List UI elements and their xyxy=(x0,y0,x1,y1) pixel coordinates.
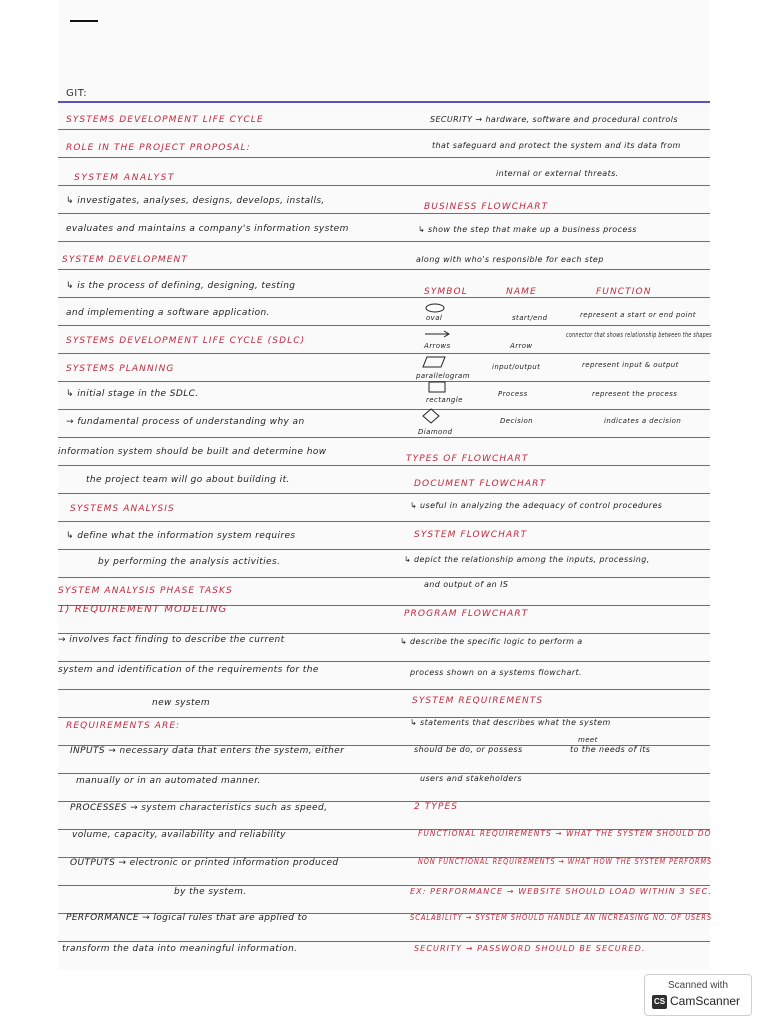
note-line: the project team will go about building it. xyxy=(86,475,290,485)
note-line: information system should be built and determine how xyxy=(58,447,327,457)
heading-system-analyst: SYSTEM ANALYST xyxy=(74,173,176,183)
ruled-line xyxy=(58,185,710,186)
ruled-line xyxy=(58,941,710,942)
symbol-function: represent the process xyxy=(592,390,678,398)
note-line: ↳ depict the relationship among the inputs, processing, xyxy=(404,555,650,564)
heading-role-in-project-proposal: ROLE IN THE PROJECT PROPOSAL: xyxy=(66,143,251,153)
note-line: PROCESSES → system characteristics such as speed, xyxy=(70,803,328,813)
note-line: volume, capacity, availability and reliability xyxy=(72,830,286,840)
heading-sdlc-full: SYSTEMS DEVELOPMENT LIFE CYCLE (SDLC) xyxy=(66,336,306,346)
ruled-line xyxy=(58,661,710,662)
note-functional-requirements: FUNCTIONAL REQUIREMENTS → WHAT THE SYSTEM SHOULD DO xyxy=(418,829,712,838)
ruled-line xyxy=(58,269,710,270)
heading-systems-analysis: SYSTEMS ANALYSIS xyxy=(70,504,175,514)
note-line: by performing the analysis activities. xyxy=(98,557,281,567)
ruled-line xyxy=(58,381,710,382)
ruled-line xyxy=(58,773,710,774)
heading-document-flowchart: DOCUMENT FLOWCHART xyxy=(414,479,547,489)
col-header-symbol: SYMBOL xyxy=(424,287,468,297)
ruled-line xyxy=(58,493,710,494)
note-line: INPUTS → necessary data that enters the system, either xyxy=(70,746,345,756)
rectangle-symbol-icon xyxy=(428,381,446,393)
note-line: along with who's responsible for each step xyxy=(416,255,604,264)
ruled-line xyxy=(58,325,710,326)
symbol-name: Arrow xyxy=(510,342,533,350)
symbol-label: parallelogram xyxy=(416,372,470,380)
note-line: internal or external threats. xyxy=(496,169,619,178)
symbol-label: rectangle xyxy=(426,396,463,404)
ruled-line xyxy=(58,885,710,886)
ruled-line xyxy=(58,241,710,242)
symbol-label: Arrows xyxy=(424,342,451,350)
symbol-label: Diamond xyxy=(418,428,453,436)
col-header-function: FUNCTION xyxy=(596,287,652,297)
symbol-name: Decision xyxy=(500,417,534,425)
ruled-line xyxy=(58,101,710,103)
heading-program-flowchart: PROGRAM FLOWCHART xyxy=(404,609,529,619)
heading-requirement-modeling: 1) REQUIREMENT MODELING xyxy=(58,604,228,615)
ruled-line xyxy=(58,129,710,130)
ruled-line xyxy=(58,521,710,522)
symbol-function: represent a start or end point xyxy=(580,311,696,319)
heading-system-flowchart: SYSTEM FLOWCHART xyxy=(414,530,528,540)
note-line: new system xyxy=(152,698,210,708)
note-line: by the system. xyxy=(174,887,247,897)
heading-system-development: SYSTEM DEVELOPMENT xyxy=(62,255,188,265)
note-line: evaluates and maintains a company's information system xyxy=(66,224,349,234)
note-line: manually or in an automated manner. xyxy=(76,776,261,786)
note-example-performance: EX: PERFORMANCE → WEBSITE SHOULD LOAD WITHIN 3 SEC. xyxy=(410,887,712,896)
symbol-label: oval xyxy=(426,314,443,322)
camscanner-badge xyxy=(644,974,752,1016)
heading-sdlc: SYSTEMS DEVELOPMENT LIFE CYCLE xyxy=(66,115,264,125)
ruled-line xyxy=(58,297,710,298)
heading-business-flowchart: BUSINESS FLOWCHART xyxy=(424,202,549,212)
note-line: ↳ statements that describes what the system xyxy=(410,718,611,727)
ruled-line xyxy=(58,633,710,634)
ruled-line xyxy=(58,353,710,354)
top-dash-mark xyxy=(70,20,98,22)
note-line: ↳ is the process of defining, designing, testing xyxy=(66,281,296,291)
symbol-name: start/end xyxy=(512,314,548,322)
ruled-line xyxy=(58,549,710,550)
note-line: → fundamental process of understanding why an xyxy=(66,417,305,427)
note-insert: meet xyxy=(578,736,598,744)
heading-types-of-flowchart: TYPES OF FLOWCHART xyxy=(406,454,529,464)
note-security: SECURITY → PASSWORD SHOULD BE SECURED. xyxy=(414,944,646,953)
ruled-line xyxy=(58,437,710,438)
heading-systems-planning: SYSTEMS PLANNING xyxy=(66,364,175,374)
ruled-line xyxy=(58,157,710,158)
note-line: system and identification of the requirements for the xyxy=(58,665,319,675)
note-non-functional-requirements: NON FUNCTIONAL REQUIREMENTS → WHAT HOW THE SYSTEM PERFORMS xyxy=(418,857,713,866)
note-line: and implementing a software application. xyxy=(66,308,270,318)
note-line: ↳ show the step that make up a business process xyxy=(418,225,637,234)
note-line: OUTPUTS → electronic or printed information produced xyxy=(70,858,339,868)
col-header-name: NAME xyxy=(506,287,537,297)
note-line: that safeguard and protect the system and its data from xyxy=(432,141,681,150)
ruled-line xyxy=(58,213,710,214)
camscanner-logo-icon: CS xyxy=(652,995,667,1009)
ruled-line xyxy=(58,689,710,690)
camscanner-name: CamScanner xyxy=(670,994,741,1008)
note-line: SECURITY → hardware, software and procedural controls xyxy=(430,115,678,124)
git-label: GIT: xyxy=(66,88,88,99)
note-line: ↳ useful in analyzing the adequacy of control procedures xyxy=(410,501,663,510)
symbol-function: connector that shows relationship between the shapes xyxy=(566,331,712,339)
ruled-line xyxy=(58,717,710,718)
note-line: ↳ initial stage in the SDLC. xyxy=(66,389,199,399)
ruled-line xyxy=(58,409,710,410)
heading-2-types: 2 TYPES xyxy=(414,802,459,812)
parallelogram-symbol-icon xyxy=(422,356,446,368)
note-line: → involves fact finding to describe the current xyxy=(58,635,285,645)
ruled-line xyxy=(58,801,710,802)
note-scalability: SCALABILITY → SYSTEM SHOULD HANDLE AN INCREASING NO. OF USERS xyxy=(410,913,713,922)
arrow-symbol-icon xyxy=(424,330,452,338)
symbol-name: Process xyxy=(498,390,528,398)
diamond-symbol-icon xyxy=(422,408,440,424)
note-line: ↳ investigates, analyses, designs, develops, installs, xyxy=(66,196,325,206)
heading-system-analysis-phase-tasks: SYSTEM ANALYSIS PHASE TASKS xyxy=(58,586,233,596)
note-line: ↳ define what the information system requires xyxy=(66,531,296,541)
note-line: ↳ describe the specific logic to perform a xyxy=(400,637,583,646)
ruled-line xyxy=(58,465,710,466)
symbol-name: input/output xyxy=(492,363,541,371)
note-line: users and stakeholders xyxy=(420,774,522,783)
note-line: to the needs of its xyxy=(570,745,651,754)
note-line: process shown on a systems flowchart. xyxy=(410,668,582,677)
ruled-line xyxy=(58,577,710,578)
note-line: should be do, or possess xyxy=(414,745,523,754)
symbol-function: represent input & output xyxy=(582,361,679,369)
camscanner-caption: Scanned with xyxy=(667,980,729,991)
note-line: PERFORMANCE → logical rules that are applied to xyxy=(66,913,308,923)
note-line: and output of an IS xyxy=(424,580,509,589)
note-line: transform the data into meaningful information. xyxy=(62,944,298,954)
heading-system-requirements: SYSTEM REQUIREMENTS xyxy=(412,696,544,706)
heading-requirements-are: REQUIREMENTS ARE: xyxy=(66,721,181,731)
oval-symbol-icon xyxy=(425,303,445,313)
symbol-function: indicates a decision xyxy=(604,417,682,425)
